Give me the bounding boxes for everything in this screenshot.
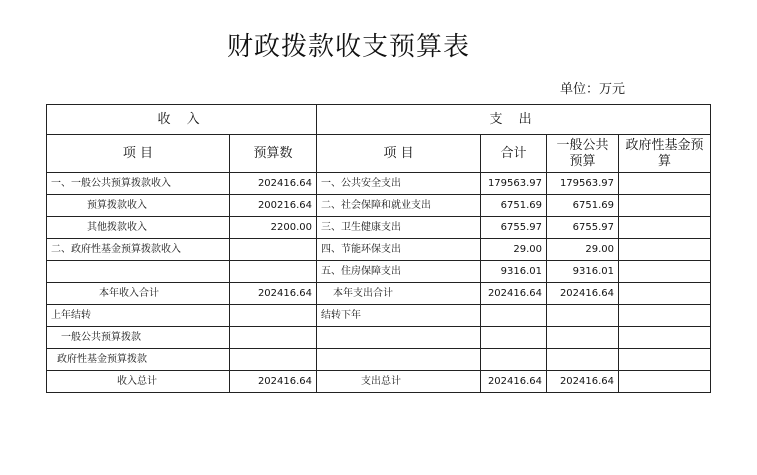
income-item: 一、一般公共预算拨款收入: [47, 173, 230, 195]
table-row: [47, 371, 711, 393]
expense-item: 支出总计: [317, 371, 481, 393]
expense-item: [317, 327, 481, 349]
expense-total: [481, 349, 547, 371]
expense-item: 结转下年: [317, 305, 481, 327]
expense-item: 三、卫生健康支出: [317, 217, 481, 239]
expense-fund: [619, 349, 711, 371]
expense-total: [481, 305, 547, 327]
income-value: [230, 261, 317, 283]
column-header-expense-item: 项 目: [317, 135, 481, 173]
table-row: [47, 173, 711, 195]
income-value: 202416.64: [230, 173, 317, 195]
expense-item: 四、节能环保支出: [317, 239, 481, 261]
expense-fund: [619, 261, 711, 283]
expense-fund: [619, 217, 711, 239]
income-item: 二、政府性基金预算拨款收入: [47, 239, 230, 261]
income-item: 政府性基金预算拨款: [47, 349, 230, 371]
expense-total: 6751.69: [481, 195, 547, 217]
table-row: [47, 349, 711, 371]
expense-item: 五、住房保障支出: [317, 261, 481, 283]
expense-total: 29.00: [481, 239, 547, 261]
table-row: [47, 283, 711, 305]
expense-item: 二、社会保障和就业支出: [317, 195, 481, 217]
table-row: [47, 261, 711, 283]
expense-general: 6755.97: [547, 217, 619, 239]
income-value: 202416.64: [230, 371, 317, 393]
expense-general: [547, 327, 619, 349]
expense-total: 202416.64: [481, 283, 547, 305]
unit-label: 单位：万元: [560, 82, 626, 97]
income-item: [47, 261, 230, 283]
expense-general: 202416.64: [547, 283, 619, 305]
section-header-row: [47, 105, 711, 135]
expense-total: 6755.97: [481, 217, 547, 239]
expense-fund: [619, 173, 711, 195]
expense-fund: [619, 283, 711, 305]
table-row: [47, 195, 711, 217]
expense-total: [481, 327, 547, 349]
expense-fund: [619, 305, 711, 327]
expense-general: 202416.64: [547, 371, 619, 393]
column-header-row: [47, 135, 711, 173]
income-item: 一般公共预算拨款: [47, 327, 230, 349]
income-value: [230, 327, 317, 349]
income-value: [230, 349, 317, 371]
income-value: 200216.64: [230, 195, 317, 217]
expense-total: 202416.64: [481, 371, 547, 393]
expense-general: [547, 305, 619, 327]
table-row: [47, 239, 711, 261]
income-item: 预算拨款收入: [47, 195, 230, 217]
column-header-fund-budget: 政府性基金预算: [619, 135, 711, 173]
income-item: 上年结转: [47, 305, 230, 327]
expense-total: 179563.97: [481, 173, 547, 195]
column-header-total: 合计: [481, 135, 547, 173]
expense-general: 179563.97: [547, 173, 619, 195]
expense-general: 29.00: [547, 239, 619, 261]
table-row: [47, 327, 711, 349]
table-row: [47, 217, 711, 239]
expense-fund: [619, 327, 711, 349]
expense-general: 6751.69: [547, 195, 619, 217]
expense-general: [547, 349, 619, 371]
expense-total: 9316.01: [481, 261, 547, 283]
income-item: 其他拨款收入: [47, 217, 230, 239]
expense-fund: [619, 371, 711, 393]
expense-fund: [619, 195, 711, 217]
income-section-header: 收 入: [47, 105, 317, 135]
income-value: [230, 305, 317, 327]
budget-table: [46, 104, 711, 393]
expense-item: [317, 349, 481, 371]
expense-section-header: 支 出: [317, 105, 711, 135]
column-header-budget: 预算数: [230, 135, 317, 173]
income-value: 202416.64: [230, 283, 317, 305]
column-header-income-item: 项 目: [47, 135, 230, 173]
column-header-general-budget: 一般公共预算: [547, 135, 619, 173]
expense-general: 9316.01: [547, 261, 619, 283]
expense-fund: [619, 239, 711, 261]
expense-item: 一、公共安全支出: [317, 173, 481, 195]
income-value: 2200.00: [230, 217, 317, 239]
income-item: 收入总计: [47, 371, 230, 393]
expense-item: 本年支出合计: [317, 283, 481, 305]
income-item: 本年收入合计: [47, 283, 230, 305]
page-title: 财政拨款收支预算表: [226, 32, 470, 62]
table-row: [47, 305, 711, 327]
income-value: [230, 239, 317, 261]
